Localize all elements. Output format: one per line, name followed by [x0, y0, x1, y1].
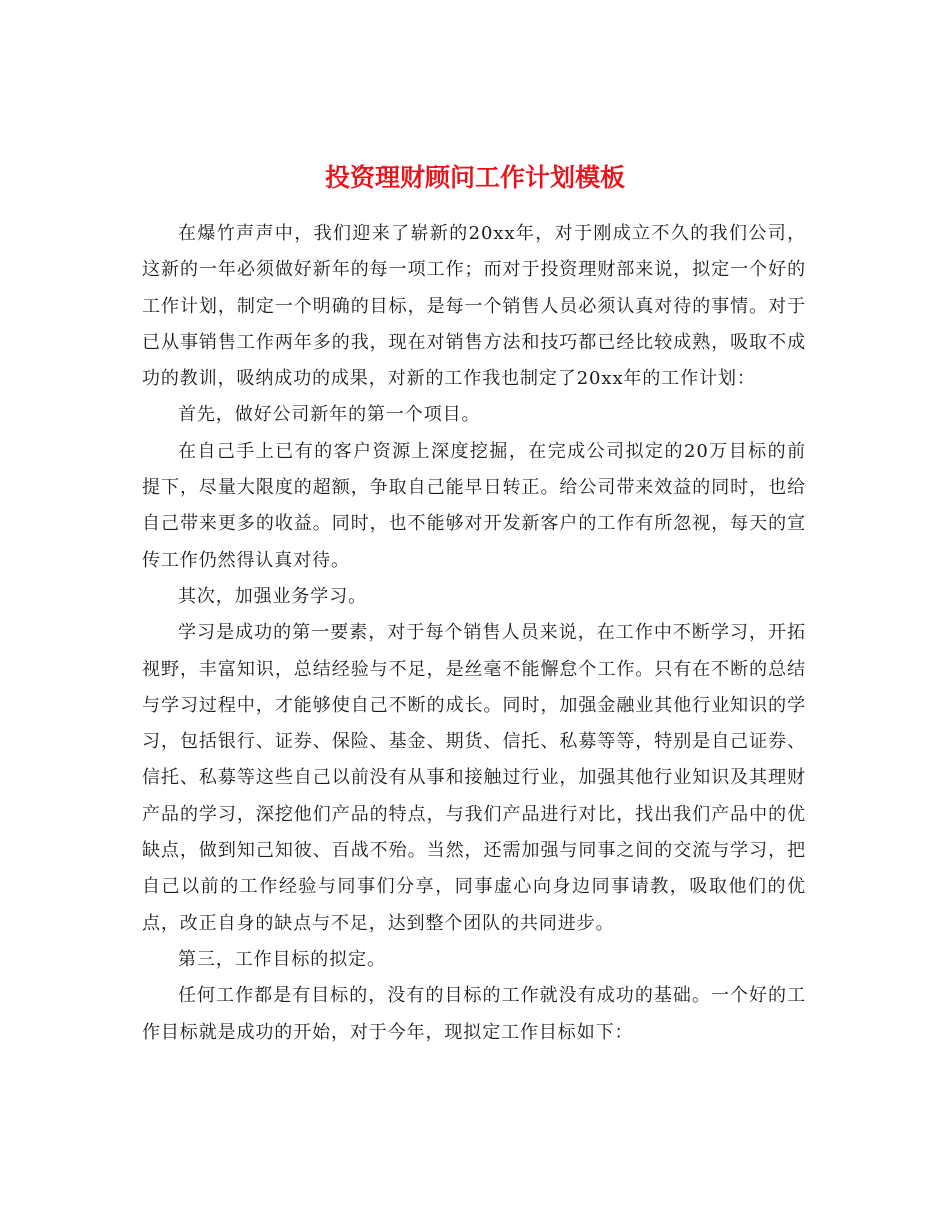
paragraph-heading-third: 第三，工作目标的拟定。	[178, 948, 386, 970]
document-body	[142, 216, 806, 1051]
paragraph-intro: 在爆竹声声中，我们迎来了崭新的20xx年，对于刚成立不久的我们公司，这新的一年必须做好新年的每一项工作；而对于投资理财部来说，拟定一个好的工作计划，制定一个明确的目标，是每一个销售人员必须认真对待的事情。对于已从事销售工作两年多的我，现在对销售方法和技巧都已经比较成熟，吸取不成功的教训，吸纳成功的成果，对新的工作我也制定了20xx年的工作计划：	[142, 223, 806, 390]
paragraph-heading-first: 首先，做好公司新年的第一个项目。	[178, 404, 481, 426]
paragraph-second-detail: 学习是成功的第一要素，对于每个销售人员来说，在工作中不断学习，开拓视野，丰富知识，总结经验与不足，是丝毫不能懈怠个工作。只有在不断的总结与学习过程中，才能够使自己不断的成长。同时，加强金融业其他行业知识的学习，包括银行、证券、保险、基金、期货、信托、私募等等，特别是自己证券、信托、私募等这些自己以前没有从事和接触过行业，加强其他行业知识及其理财产品的学习，深挖他们产品的特点，与我们产品进行对比，找出我们产品中的优缺点，做到知己知彼、百战不殆。当然，还需加强与同事之间的交流与学习，把自己以前的工作经验与同事们分享，同事虚心向身边同事请教，吸取他们的优点，改正自身的缺点与不足，达到整个团队的共同进步。	[142, 622, 806, 934]
paragraph-heading-second: 其次，加强业务学习。	[178, 585, 367, 607]
paragraph-first-detail: 在自己手上已有的客户资源上深度挖掘，在完成公司拟定的20万目标的前提下，尽量大限度的超额，争取自己能早日转正。给公司带来效益的同时，也给自己带来更多的收益。同时，也不能够对开发新客户的工作有所忽视，每天的宣传工作仍然得认真对待。	[142, 440, 806, 571]
document-title: 投资理财顾问工作计划模板	[324, 162, 625, 192]
paragraph-third-detail: 任何工作都是有目标的，没有的目标的工作就没有成功的基础。一个好的工作目标就是成功的开始，对于今年，现拟定工作目标如下：	[142, 985, 806, 1043]
